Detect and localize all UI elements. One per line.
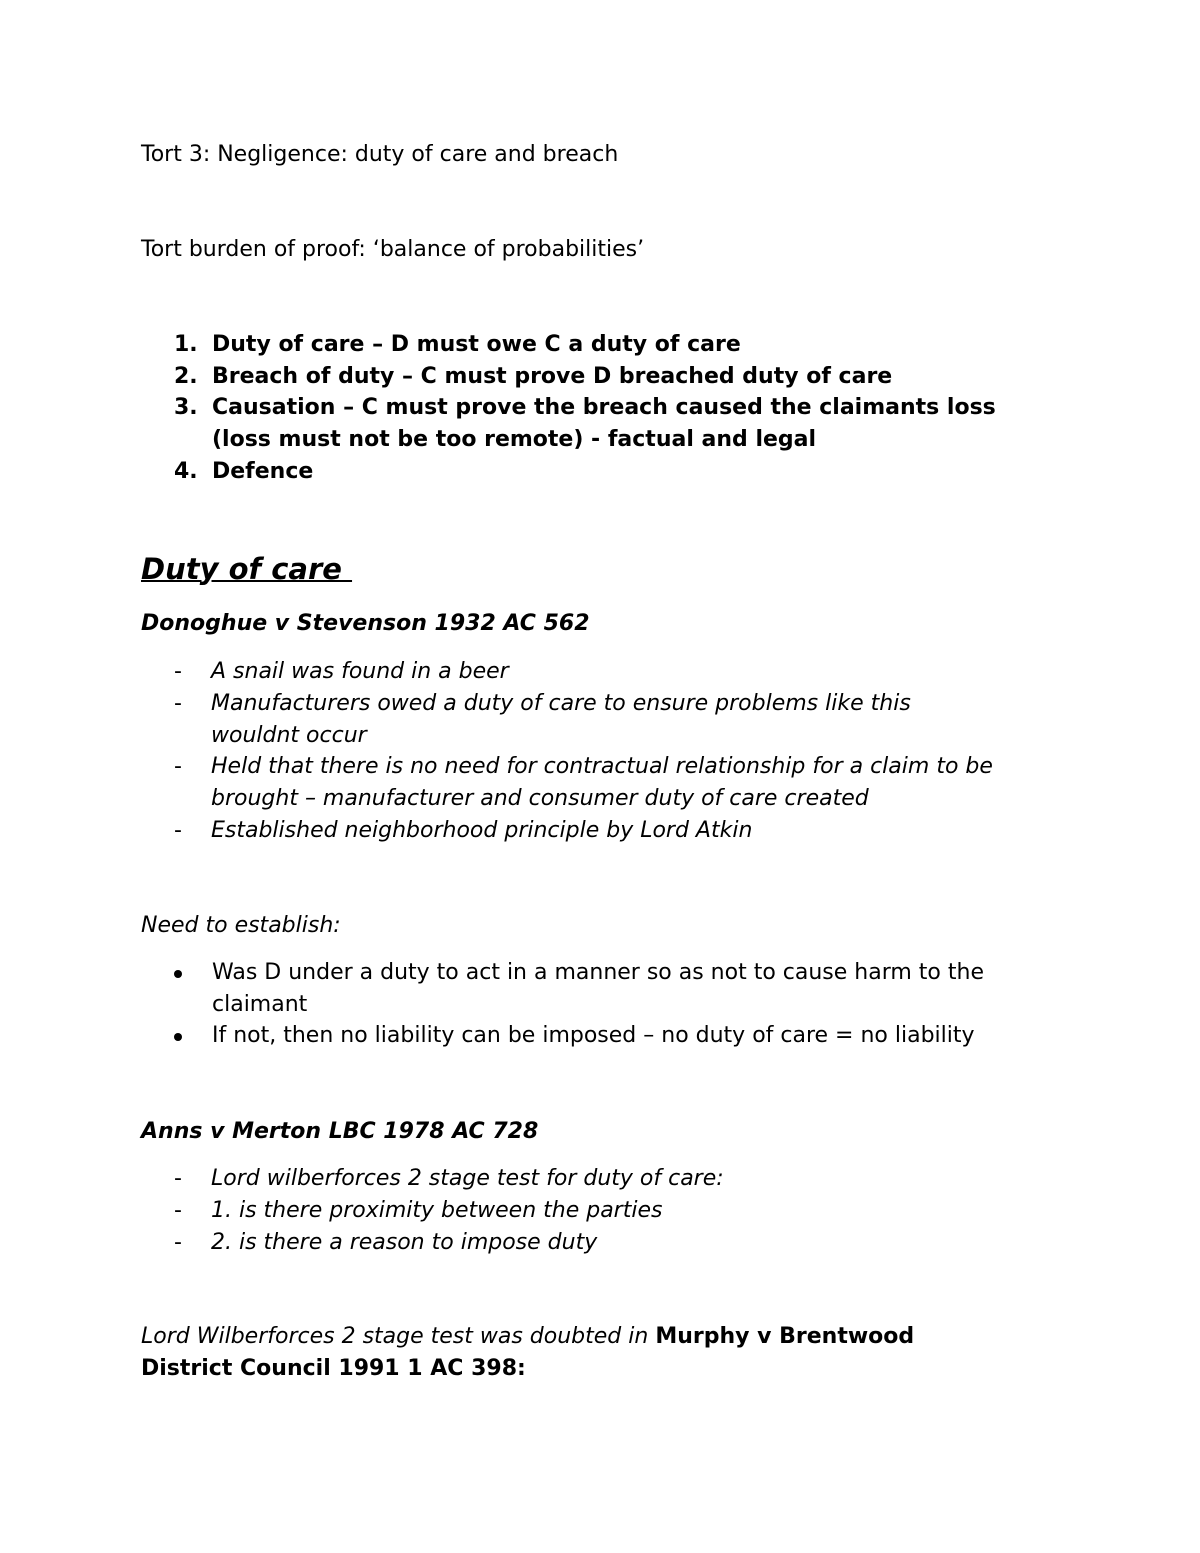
list-item: Breach of duty – C must prove D breached duty of care <box>212 364 893 389</box>
case-name-continuation: District Council 1991 1 AC 398: <box>141 1356 526 1381</box>
list-item: 1. is there proximity between the parties <box>211 1198 663 1223</box>
list-item: Duty of care – D must owe C a duty of care <box>212 332 741 357</box>
burden-of-proof: Tort burden of proof: ‘balance of probabilities’ <box>141 237 645 262</box>
list-item: Manufacturers owed a duty of care to ensure problems like this <box>211 691 911 716</box>
dash-marker: - <box>174 1166 182 1191</box>
need-to-establish-label: Need to establish: <box>141 913 341 938</box>
list-number: 1. <box>174 332 198 357</box>
list-number: 2. <box>174 364 198 389</box>
bullet-marker <box>174 970 182 978</box>
list-item-continuation: brought – manufacturer and consumer duty of care created <box>211 786 869 811</box>
list-item-continuation: wouldnt occur <box>211 723 367 748</box>
list-item: Lord wilberforces 2 stage test for duty of care: <box>211 1166 724 1191</box>
section-heading: Duty of care <box>141 552 353 586</box>
list-item: Established neighborhood principle by Lord Atkin <box>211 818 753 843</box>
dash-marker: - <box>174 1198 182 1223</box>
case-name: Anns v Merton LBC 1978 AC 728 <box>141 1119 539 1144</box>
list-item-continuation: (loss must not be too remote) - factual and legal <box>212 427 817 452</box>
list-item: Causation – C must prove the breach caused the claimants loss <box>212 395 996 420</box>
closing-italic-text: Lord Wilberforces 2 stage test was doubted in <box>141 1324 656 1349</box>
list-item: Was D under a duty to act in a manner so as not to cause harm to the <box>212 960 984 985</box>
case-name: Donoghue v Stevenson 1932 AC 562 <box>141 611 590 636</box>
list-number: 4. <box>174 459 198 484</box>
bullet-marker <box>174 1033 182 1041</box>
dash-marker: - <box>174 659 182 684</box>
document-title: Tort 3: Negligence: duty of care and breach <box>141 142 619 167</box>
closing-paragraph <box>141 1321 914 1353</box>
list-item: 2. is there a reason to impose duty <box>211 1230 598 1255</box>
case-name: Murphy v Brentwood <box>655 1324 915 1349</box>
dash-marker: - <box>174 754 182 779</box>
list-item: Held that there is no need for contractual relationship for a claim to be <box>211 754 993 779</box>
list-item-continuation: claimant <box>212 992 308 1017</box>
list-item: A snail was found in a beer <box>211 659 509 684</box>
list-number: 3. <box>174 395 198 420</box>
dash-marker: - <box>174 691 182 716</box>
list-item: If not, then no liability can be imposed – no duty of care = no liability <box>212 1023 975 1048</box>
dash-marker: - <box>174 1230 182 1255</box>
dash-marker: - <box>174 818 182 843</box>
list-item: Defence <box>212 459 314 484</box>
